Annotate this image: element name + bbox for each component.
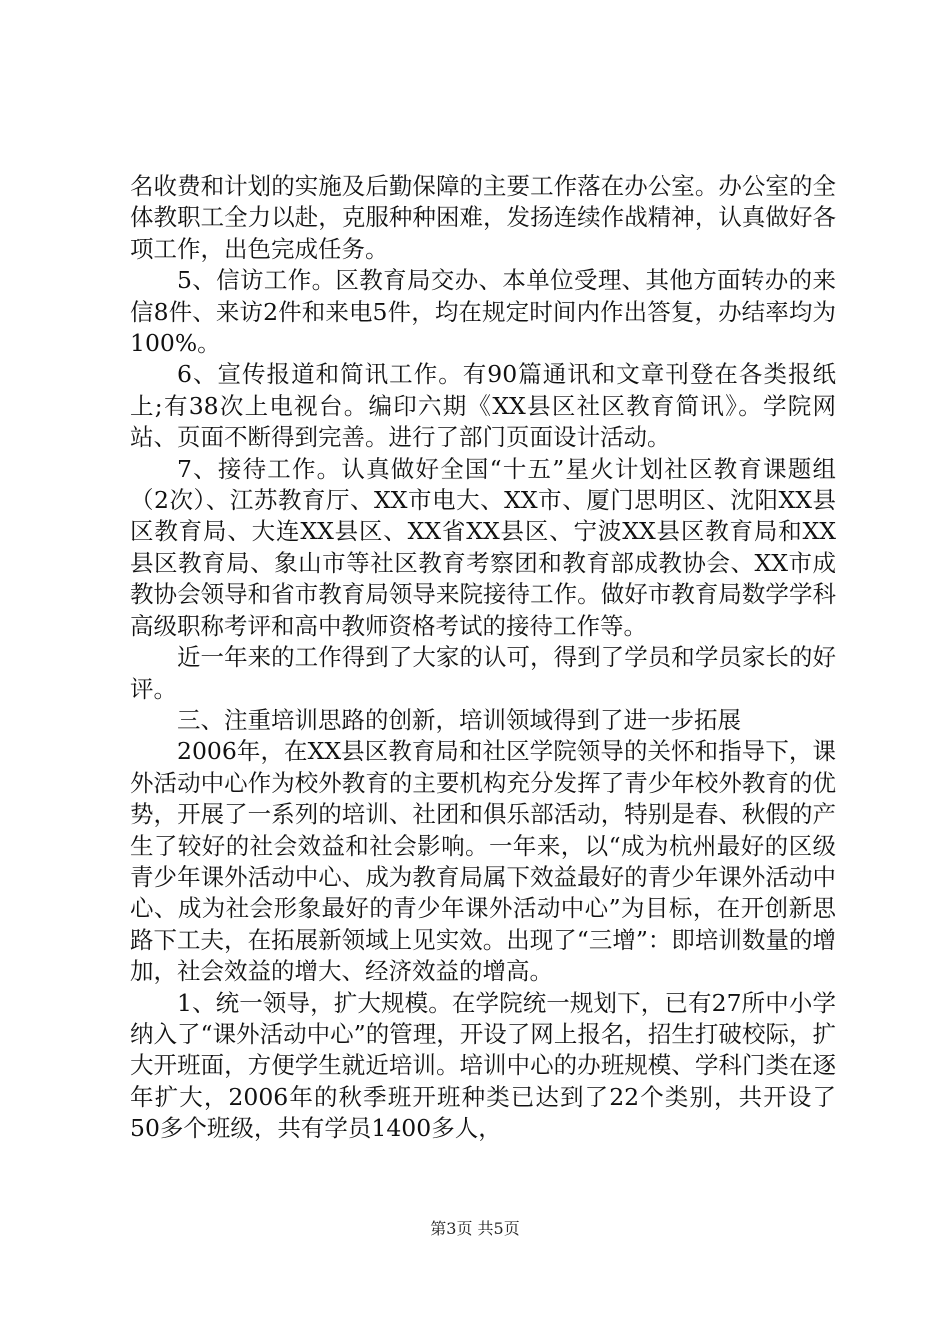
paragraph: 1、统一领导，扩大规模。在学院统一规划下，已有27所中小学纳入了“课外活动中心”的管理，开设了网上报名，招生打破校际，扩大开班面，方便学生就近培训。培训中心的办班规模、学科门类在逐年扩大，2006年的秋季班开班种类已达到了22个类别，共开设了50多个班级，共有学员1400多人， — [130, 988, 836, 1143]
paragraph: 5、信访工作。区教育局交办、本单位受理、其他方面转办的来信8件、来访2件和来电5件，均在规定时间内作出答复，办结率均为100%。 — [130, 266, 836, 358]
page-footer: 第3页 共5页 — [430, 1219, 520, 1238]
paragraph: 名收费和计划的实施及后勤保障的主要工作落在办公室。办公室的全体教职工全力以赴，克服种种困难，发扬连续作战精神，认真做好各项工作，出色完成任务。 — [130, 172, 836, 263]
document-body — [130, 171, 836, 1145]
paragraph: 6、宣传报道和简讯工作。有90篇通讯和文章刊登在各类报纸上;有38次上电视台。编印六期《XX县区社区教育简讯》。学院网站、页面不断得到完善。进行了部门页面设计活动。 — [130, 360, 836, 452]
paragraph: 7、接待工作。认真做好全国“十五”星火计划社区教育课题组（2次）、江苏教育厅、XX市电大、XX市、厦门思明区、沈阳XX县区教育局、大连XX县区、XX省XX县区、宁波XX县区教育局和XX县区教育局、象山市等社区教育考察团和教育部成教协会、XX市成教协会领导和省市教育局领导来院接待工作。做好市教育局数学学科高级职称考评和高中教师资格考试的接待工作等。 — [130, 454, 836, 640]
section-heading: 三、注重培训思路的创新，培训领域得到了进一步拓展 — [177, 705, 741, 734]
paragraph: 近一年来的工作得到了大家的认可，得到了学员和学员家长的好评。 — [130, 643, 836, 703]
paragraph: 2006年，在XX县区教育局和社区学院领导的关怀和指导下，课外活动中心作为校外教育的主要机构充分发挥了青少年校外教育的优势，开展了一系列的培训、社团和俱乐部活动，特别是春、秋假的产生了较好的社会效益和社会影响。一年来，以“成为杭州最好的区级青少年课外活动中心、成为教育局属下效益最好的青少年课外活动中心、成为社会形象最好的青少年课外活动中心”为目标，在开创新思路下工夫，在拓展新领域上见实效。出现了“三增”：即培训数量的增加，社会效益的增大、经济效益的增高。 — [130, 737, 836, 986]
